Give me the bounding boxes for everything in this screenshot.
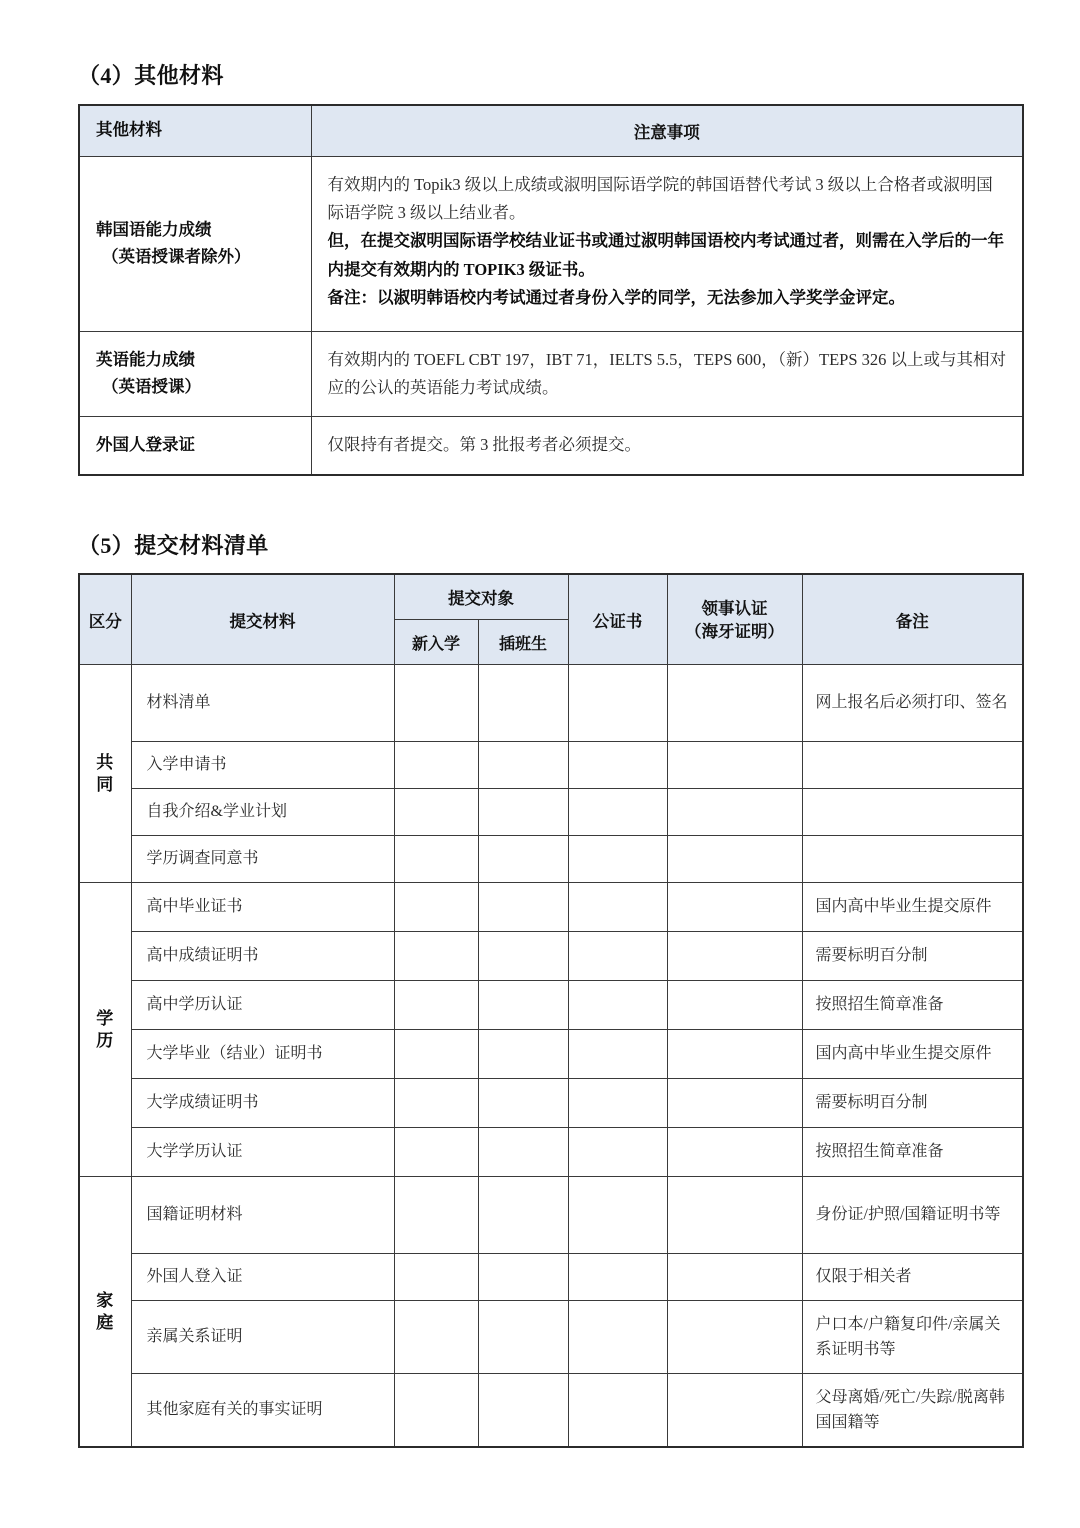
checklist-material-name: 入学申请书 (131, 742, 394, 789)
checklist-remarks: 按照招生简章准备 (802, 981, 1023, 1030)
checklist-cell-consular[interactable] (667, 1030, 802, 1079)
checklist-cell-transfer-student[interactable] (478, 836, 568, 883)
other-materials-row (79, 156, 1023, 331)
checklist-material-name: 外国人登入证 (131, 1254, 394, 1301)
checklist-cell-new-student[interactable] (394, 836, 478, 883)
checklist-cell-transfer-student[interactable] (478, 981, 568, 1030)
checklist-cell-new-student[interactable] (394, 665, 478, 742)
checklist-row (79, 1301, 1023, 1374)
checklist-cell-consular[interactable] (667, 665, 802, 742)
checklist-remarks (802, 742, 1023, 789)
checklist-row (79, 1030, 1023, 1079)
checklist-remarks: 仅限于相关者 (802, 1254, 1023, 1301)
checklist-cell-new-student[interactable] (394, 1030, 478, 1079)
checklist-cell-consular[interactable] (667, 883, 802, 932)
header-material: 提交材料 (131, 574, 394, 665)
checklist-cell-consular[interactable] (667, 1177, 802, 1254)
checklist-cell-transfer-student[interactable] (478, 932, 568, 981)
checklist-cell-new-student[interactable] (394, 1177, 478, 1254)
material-name-line: （英语授课者除外） (102, 246, 251, 266)
checklist-group-label-char: 家 (96, 1291, 115, 1311)
header-target-new: 新入学 (394, 620, 478, 665)
checklist-cell-consular[interactable] (667, 1079, 802, 1128)
checklist-cell-transfer-student[interactable] (478, 1301, 568, 1374)
checklist-cell-transfer-student[interactable] (478, 1079, 568, 1128)
checklist-cell-notarization[interactable] (568, 981, 667, 1030)
checklist-material-name: 大学学历认证 (131, 1128, 394, 1177)
header-target-transfer: 插班生 (478, 620, 568, 665)
checklist-cell-transfer-student[interactable] (478, 883, 568, 932)
checklist-cell-new-student[interactable] (394, 932, 478, 981)
material-note-line: 备注：以淑明韩语校内考试通过者身份入学的同学，无法参加入学奖学金评定。 (327, 288, 905, 307)
checklist-group-label (79, 1177, 131, 1448)
checklist-remarks (802, 789, 1023, 836)
checklist-cell-consular[interactable] (667, 1254, 802, 1301)
other-materials-table (78, 104, 1024, 476)
checklist-cell-notarization[interactable] (568, 932, 667, 981)
checklist-remarks: 网上报名后必须打印、签名 (802, 665, 1023, 742)
other-materials-body (79, 105, 1023, 475)
material-note-line: 有效期内的 TOEFL CBT 197，IBT 71，IELTS 5.5，TEPS 600，（新）TEPS 326 以上或与其相对应的公认的英语能力考试成绩。 (327, 349, 1007, 397)
checklist-cell-notarization[interactable] (568, 836, 667, 883)
checklist-material-name: 大学毕业（结业）证明书 (131, 1030, 394, 1079)
checklist-body (79, 665, 1023, 1448)
checklist-cell-consular[interactable] (667, 1128, 802, 1177)
checklist-cell-consular[interactable] (667, 1374, 802, 1448)
material-note-cell (311, 417, 1023, 475)
checklist-material-name: 自我介绍&学业计划 (131, 789, 394, 836)
checklist-row (79, 1079, 1023, 1128)
checklist-material-name: 高中成绩证明书 (131, 932, 394, 981)
checklist-group-label (79, 883, 131, 1177)
checklist-group-label-char: 学 (96, 1009, 115, 1029)
checklist-remarks: 需要标明百分制 (802, 932, 1023, 981)
checklist-cell-notarization[interactable] (568, 883, 667, 932)
checklist-material-name: 材料清单 (131, 665, 394, 742)
checklist-cell-notarization[interactable] (568, 1254, 667, 1301)
checklist-cell-consular[interactable] (667, 742, 802, 789)
checklist-cell-new-student[interactable] (394, 1128, 478, 1177)
checklist-cell-notarization[interactable] (568, 665, 667, 742)
checklist-row (79, 789, 1023, 836)
other-materials-col-head-notes: 注意事项 (311, 105, 1023, 157)
checklist-material-name: 高中学历认证 (131, 981, 394, 1030)
checklist-cell-notarization[interactable] (568, 742, 667, 789)
checklist-row (79, 665, 1023, 742)
checklist-cell-new-student[interactable] (394, 883, 478, 932)
checklist-cell-notarization[interactable] (568, 1177, 667, 1254)
material-name-line: 外国人登录证 (96, 435, 195, 455)
checklist-row (79, 1374, 1023, 1448)
checklist-group-label-char: 同 (96, 774, 115, 794)
material-name-cell (79, 156, 311, 331)
header-remarks: 备注 (802, 574, 1023, 665)
checklist-cell-transfer-student[interactable] (478, 665, 568, 742)
material-name-line: （英语授课） (102, 376, 201, 396)
material-note-line: 有效期内的 Topik3 级以上成绩或淑明国际语学院的韩国语替代考试 3 级以上合格者或淑明国际语学院 3 级以上结业者。 (327, 174, 993, 222)
checklist-remarks: 户口本/户籍复印件/亲属关系证明书等 (802, 1301, 1023, 1374)
checklist-remarks: 父母离婚/死亡/失踪/脱离韩国国籍等 (802, 1374, 1023, 1448)
header-consular (667, 574, 802, 665)
material-note-cell (311, 156, 1023, 331)
checklist-material-name: 其他家庭有关的事实证明 (131, 1374, 394, 1448)
checklist-cell-transfer-student[interactable] (478, 1374, 568, 1448)
checklist-group-label (79, 665, 131, 883)
material-name-cell (79, 331, 311, 417)
checklist-remarks: 国内高中毕业生提交原件 (802, 883, 1023, 932)
checklist-cell-notarization[interactable] (568, 1079, 667, 1128)
checklist-cell-transfer-student[interactable] (478, 1177, 568, 1254)
checklist-cell-new-student[interactable] (394, 1079, 478, 1128)
section-title-other-materials: （4）其他材料 (78, 63, 224, 88)
other-materials-col-head-material: 其他材料 (79, 105, 311, 157)
checklist-cell-new-student[interactable] (394, 1374, 478, 1448)
checklist-row (79, 1254, 1023, 1301)
checklist-cell-notarization[interactable] (568, 1374, 667, 1448)
checklist-cell-new-student[interactable] (394, 1254, 478, 1301)
checklist-cell-notarization[interactable] (568, 1030, 667, 1079)
material-note-line: 但，在提交淑明国际语学校结业证书或通过淑明韩国语校内考试通过者，则需在入学后的一年内提交有效期内的 TOPIK3 级证书。 (327, 231, 1004, 279)
checklist-cell-new-student[interactable] (394, 742, 478, 789)
other-materials-row (79, 417, 1023, 475)
checklist-cell-consular[interactable] (667, 1301, 802, 1374)
checklist-row (79, 883, 1023, 932)
material-note-line: 仅限持有者提交。第 3 批报考者必须提交。 (327, 435, 641, 455)
checklist-cell-notarization[interactable] (568, 1128, 667, 1177)
checklist-material-name: 学历调查同意书 (131, 836, 394, 883)
header-category: 区分 (79, 574, 131, 665)
checklist-cell-consular[interactable] (667, 836, 802, 883)
header-notarization: 公证书 (568, 574, 667, 665)
checklist-material-name: 国籍证明材料 (131, 1177, 394, 1254)
submission-checklist-table (78, 573, 1024, 1448)
checklist-cell-notarization[interactable] (568, 789, 667, 836)
checklist-row (79, 836, 1023, 883)
checklist-cell-new-student[interactable] (394, 981, 478, 1030)
checklist-cell-transfer-student[interactable] (478, 1128, 568, 1177)
checklist-group-label-char: 历 (96, 1030, 115, 1050)
checklist-cell-transfer-student[interactable] (478, 1254, 568, 1301)
checklist-cell-new-student[interactable] (394, 789, 478, 836)
checklist-remarks (802, 836, 1023, 883)
checklist-remarks: 按照招生简章准备 (802, 1128, 1023, 1177)
checklist-material-name: 高中毕业证书 (131, 883, 394, 932)
material-name-line: 韩国语能力成绩 (96, 219, 212, 239)
material-note-cell (311, 331, 1023, 417)
checklist-row (79, 742, 1023, 789)
checklist-row (79, 1177, 1023, 1254)
checklist-row (79, 932, 1023, 981)
material-name-line: 英语能力成绩 (96, 350, 195, 370)
checklist-cell-transfer-student[interactable] (478, 1030, 568, 1079)
checklist-row (79, 1128, 1023, 1177)
header-target-group: 提交对象 (394, 574, 568, 620)
checklist-cell-consular[interactable] (667, 981, 802, 1030)
checklist-group-label-char: 庭 (96, 1312, 115, 1332)
checklist-cell-transfer-student[interactable] (478, 789, 568, 836)
other-materials-header-row (79, 105, 1023, 157)
checklist-cell-consular[interactable] (667, 932, 802, 981)
section-title-submission-checklist: （5）提交材料清单 (78, 532, 269, 558)
checklist-cell-new-student[interactable] (394, 1301, 478, 1374)
header-consular-line2: （海牙证明） (685, 621, 784, 641)
checklist-group-label-char: 共 (96, 753, 115, 773)
checklist-material-name: 亲属关系证明 (131, 1301, 394, 1374)
checklist-row (79, 981, 1023, 1030)
checklist-remarks: 需要标明百分制 (802, 1079, 1023, 1128)
material-name-cell (79, 417, 311, 475)
checklist-remarks: 身份证/护照/国籍证明书等 (802, 1177, 1023, 1254)
checklist-remarks: 国内高中毕业生提交原件 (802, 1030, 1023, 1079)
checklist-cell-consular[interactable] (667, 789, 802, 836)
other-materials-row (79, 331, 1023, 417)
checklist-cell-transfer-student[interactable] (478, 742, 568, 789)
checklist-cell-notarization[interactable] (568, 1301, 667, 1374)
header-consular-line1: 领事认证 (701, 598, 768, 618)
checklist-header (79, 574, 1023, 665)
checklist-material-name: 大学成绩证明书 (131, 1079, 394, 1128)
